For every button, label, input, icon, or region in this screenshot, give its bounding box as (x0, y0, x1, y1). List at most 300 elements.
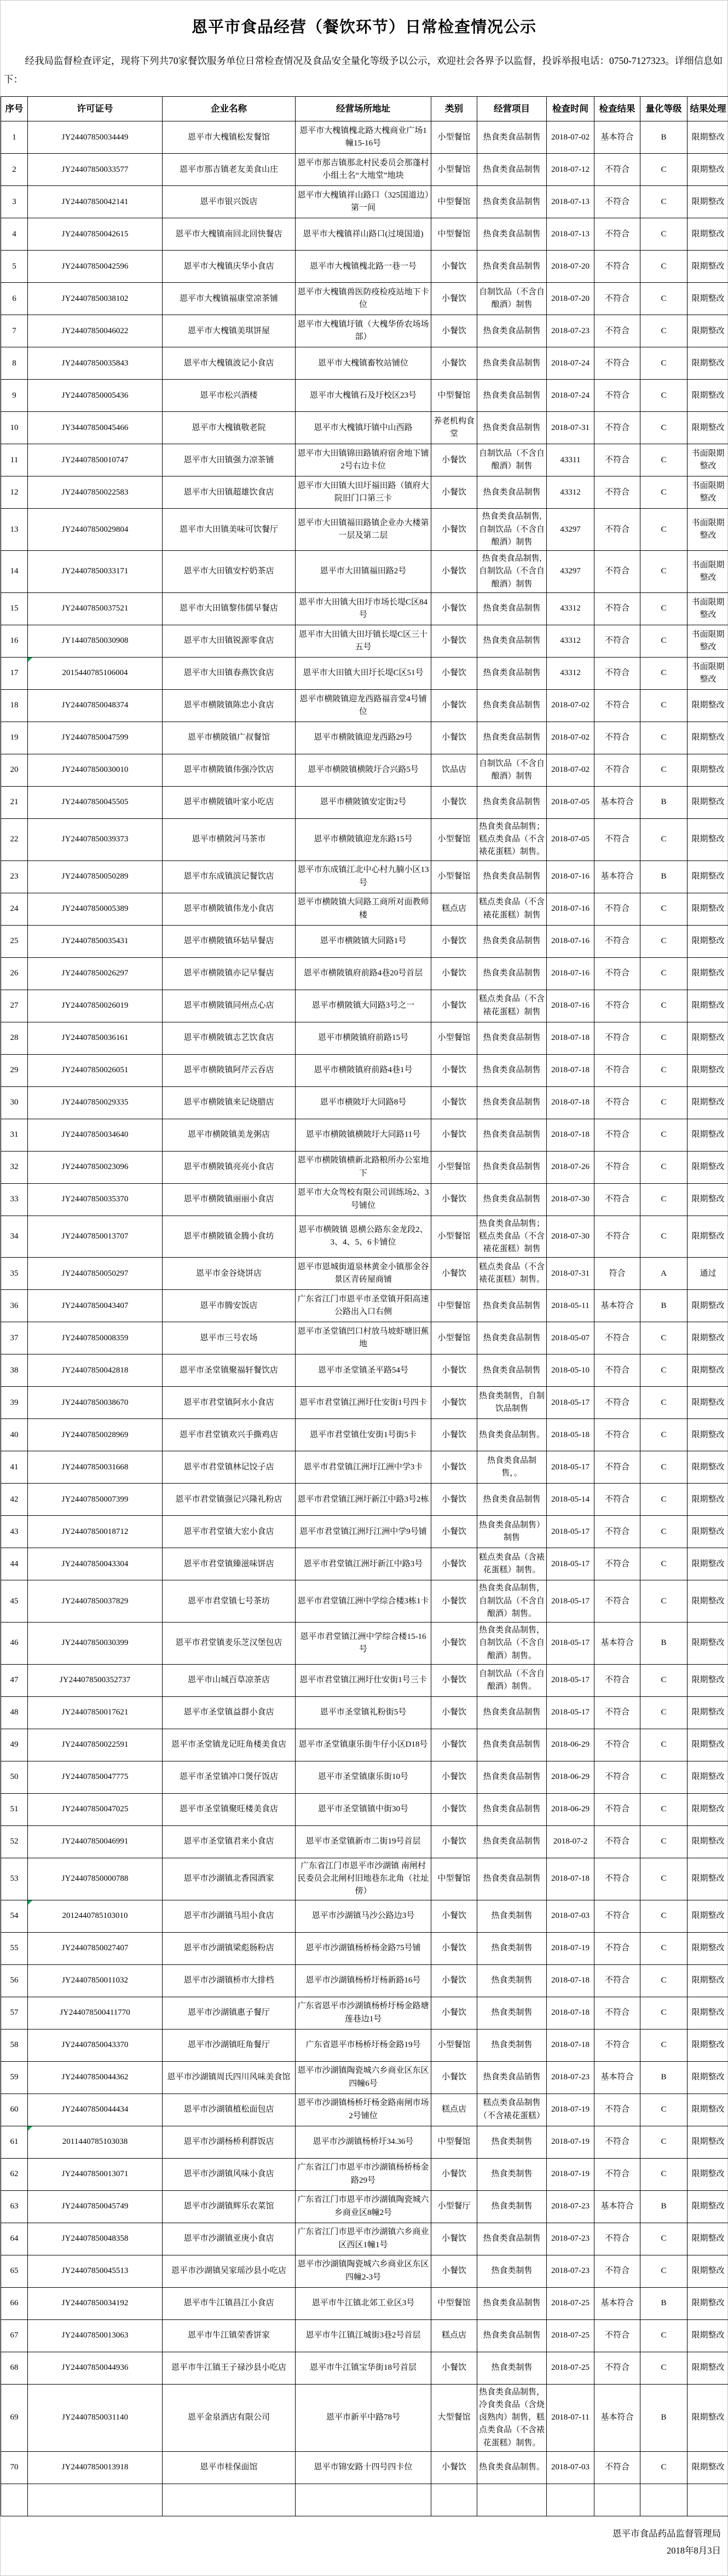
cell-no: 45 (1, 1580, 28, 1623)
cell-items: 热食类食品制售 (477, 1290, 547, 1322)
cell-action: 限期整改 (687, 1900, 728, 1932)
cell-no: 9 (1, 380, 28, 412)
cell-license: JY24407850034449 (28, 121, 163, 154)
cell-category: 小餐饮 (431, 1580, 477, 1623)
cell-address: 恩平市横陂镇大同路工商所对面教师楼 (296, 893, 431, 925)
table-row (1, 2451, 728, 2484)
cell-result: 不符合 (594, 1932, 640, 1964)
cell-category: 小餐饮 (431, 2352, 477, 2384)
cell-grade: C (640, 722, 687, 754)
cell-grade: C (640, 1054, 687, 1086)
cell-date: 2018-07-18 (547, 1119, 594, 1151)
cell-license: JY24407850007399 (28, 1484, 163, 1516)
cell-items: 热食类食品制售,自制饮品（不含自酿酒）制售 (477, 509, 547, 551)
table-row (1, 1696, 728, 1729)
cell-date: 2018-07-30 (547, 1216, 594, 1258)
cell-action: 限期整改 (687, 2158, 728, 2190)
cell-items: 热食类食品制售 (477, 1729, 547, 1761)
cell-action: 限期整改 (687, 1664, 728, 1696)
cell-date: 2018-07-23 (547, 2190, 594, 2223)
cell-name: 恩平市大槐镇庆华小食店 (163, 251, 296, 283)
cell-category: 小型餐馆 (431, 1216, 477, 1258)
cell-result: 不符合 (594, 1387, 640, 1419)
cell-grade: C (640, 154, 687, 186)
cell-name: 恩平市大槐镇松发餐馆 (163, 121, 296, 154)
table-row (1, 689, 728, 722)
cell-no: 54 (1, 1900, 28, 1932)
cell-no: 46 (1, 1623, 28, 1665)
cell-items: 热食类食品制售 (477, 218, 547, 251)
cell-date: 2018-05-17 (547, 1516, 594, 1548)
cell-items: 热食类食品制售 (477, 315, 547, 347)
cell-name: 恩平市横陂镇亮亮小食店 (163, 1151, 296, 1183)
cell-no: 24 (1, 893, 28, 925)
cell-items: 热食类食品制售 (477, 1825, 547, 1858)
table-row (1, 1354, 728, 1387)
cell-address: 恩平市横陂镇 恩横公路东金龙段2、3、4、5、6卡铺位 (296, 1216, 431, 1258)
cell-address: 广东省江门市恩平市沙湖镇杨桥杨金路29号 (296, 2158, 431, 2190)
cell-no: 23 (1, 860, 28, 893)
cell-date: 2018-07-31 (547, 1258, 594, 1290)
table-row (1, 315, 728, 347)
cell-license: JY24407850010747 (28, 444, 163, 476)
cell-result: 不符合 (594, 315, 640, 347)
cell-grade: C (640, 283, 687, 315)
cell-category: 小餐饮 (431, 1932, 477, 1964)
cell-no: 33 (1, 1183, 28, 1216)
cell-grade: C (640, 2126, 687, 2158)
cell-address: 恩平市沙湖镇杨桥圩杨金路南闸市场2号铺位 (296, 2094, 431, 2126)
cell-action: 限期整改 (687, 1119, 728, 1151)
cell-result: 不符合 (594, 2029, 640, 2061)
cell-action: 书面限期整改 (687, 592, 728, 625)
cell-no: 38 (1, 1354, 28, 1387)
cell-date: 2018-07-23 (547, 315, 594, 347)
cell-address: 恩平市锦安路十四号四卡位 (296, 2451, 431, 2484)
cell-action: 通过 (687, 1258, 728, 1290)
table-row (1, 2029, 728, 2061)
cell-category: 小餐饮 (431, 1119, 477, 1151)
cell-action: 限期整改 (687, 1419, 728, 1451)
cell-items: 热食类食品制售，自制饮品（不含自酿酒）制售。 (477, 1623, 547, 1665)
cell-license: JY24407850005389 (28, 893, 163, 925)
cell-address: 恩平市大槐镇槐北路大槐商业广场1幢15-16号 (296, 121, 431, 154)
cell-no: 25 (1, 925, 28, 957)
cell-date: 2018-07-19 (547, 2094, 594, 2126)
cell-action: 限期整改 (687, 186, 728, 218)
cell-no: 55 (1, 1932, 28, 1964)
cell-grade: C (640, 2094, 687, 2126)
cell-result: 不符合 (594, 1900, 640, 1932)
cell-address: 恩平市君堂镇江洲中学综合楼3栋1卡 (296, 1580, 431, 1623)
cell-result: 不符合 (594, 1964, 640, 1997)
cell-date: 2018-07-03 (547, 2451, 594, 2484)
cell-action: 限期整改 (687, 925, 728, 957)
cell-items: 热食类制售 (477, 1964, 547, 1997)
cell-license: JY24407850043304 (28, 1548, 163, 1580)
table-row (1, 957, 728, 990)
cell-grade: C (640, 1825, 687, 1858)
cell-action: 限期整改 (687, 1548, 728, 1580)
cell-no: 40 (1, 1419, 28, 1451)
cell-no: 11 (1, 444, 28, 476)
cell-address: 恩平市沙湖镇马沙公路边3号 (296, 1900, 431, 1932)
cell-items: 热食类食品制售 (477, 186, 547, 218)
cell-date: 2018-06-29 (547, 1729, 594, 1761)
cell-date: 2018-07-18 (547, 1086, 594, 1119)
cell-action: 限期整改 (687, 251, 728, 283)
cell-grade: C (640, 657, 687, 689)
cell-date: 2018-07-24 (547, 380, 594, 412)
cell-name: 恩平市金谷烧饼店 (163, 1258, 296, 1290)
cell-items: 热食类食品制售。 (477, 1419, 547, 1451)
cell-items: 糕点类食品（不含裱花蛋糕）制售 (477, 990, 547, 1022)
cell-action: 限期整改 (687, 412, 728, 444)
cell-result: 不符合 (594, 412, 640, 444)
cell-date: 43297 (547, 509, 594, 551)
cell-action: 限期整改 (687, 1484, 728, 1516)
cell-no: 47 (1, 1664, 28, 1696)
cell-address: 恩平市牛江镇江城街3巷2号首层 (296, 2319, 431, 2352)
cell-address: 恩平市大田镇大田圩市场长堤C区84号 (296, 592, 431, 625)
cell-address: 恩平市大槐镇石及圩校区23号 (296, 380, 431, 412)
cell-items: 热食类制售 (477, 2029, 547, 2061)
cell-result: 不符合 (594, 957, 640, 990)
cell-date: 2018-07-25 (547, 2352, 594, 2384)
cell-grade: C (640, 925, 687, 957)
cell-address: 恩平市恩城街道泉林黄金小镇那金谷景区青砖屋商铺 (296, 1258, 431, 1290)
cell-action: 限期整改 (687, 1729, 728, 1761)
cell-license: JY24407850046022 (28, 315, 163, 347)
cell-name: 恩平市圣堂镇聚福轩餐饮店 (163, 1354, 296, 1387)
footer-agency: 恩平市食品药品监督管理局 (7, 2525, 721, 2542)
cell-name: 恩平市横陂镇金腾小食坊 (163, 1216, 296, 1258)
cell-action: 书面限期整改 (687, 551, 728, 593)
cell-name: 恩平市牛江镇荣香饼家 (163, 2319, 296, 2352)
cell-action: 限期整改 (687, 2352, 728, 2384)
cell-license: JY24407850047599 (28, 722, 163, 754)
cell-date: 2018-07-13 (547, 186, 594, 218)
cell-name: 恩平市沙湖镇北香园酒家 (163, 1858, 296, 1900)
cell-grade: C (640, 1022, 687, 1054)
cell-name: 恩平市君堂镇七号茶坊 (163, 1580, 296, 1623)
table-row (1, 2190, 728, 2223)
table-row (1, 2384, 728, 2451)
cell-name: 恩平市沙湖镇梁彪肠粉店 (163, 1932, 296, 1964)
cell-no: 58 (1, 2029, 28, 2061)
cell-action: 限期整改 (687, 818, 728, 860)
cell-no: 1 (1, 121, 28, 154)
cell-address: 恩平市沙湖镇陶瓷城六乡商业区东区四幢2-3号 (296, 2255, 431, 2287)
cell-grade: C (640, 1932, 687, 1964)
table-row (1, 2158, 728, 2190)
cell-address: 恩平市大田镇福田路镇企业办大楼第一层及第二层 (296, 509, 431, 551)
cell-grade: C (640, 1548, 687, 1580)
cell-address: 恩平市圣堂镇新市二街19号首层 (296, 1825, 431, 1858)
cell-address: 广东省恩平市杨桥圩杨金路19号 (296, 2029, 431, 2061)
cell-items: 糕点类食品（含裱花蛋糕）制售。 (477, 1548, 547, 1580)
cell-name: 恩平市横陂镇丽丽小食店 (163, 1183, 296, 1216)
cell-license: JY24407850027407 (28, 1932, 163, 1964)
cell-grade: C (640, 509, 687, 551)
cell-address: 恩平市君堂镇江洲圩江洲中学3卡 (296, 1451, 431, 1484)
cell-address: 恩平市君堂镇江洲圩江洲中学9号铺 (296, 1516, 431, 1548)
cell-address: 恩平市圣堂镇凹口村放马坡虾塘旧蕉地 (296, 1322, 431, 1354)
cell-action: 限期整改 (687, 1354, 728, 1387)
cell-license: JY244078500352737 (28, 1664, 163, 1696)
cell-result: 不符合 (594, 251, 640, 283)
cell-action: 限期整改 (687, 380, 728, 412)
cell-date: 2018-07-13 (547, 218, 594, 251)
cell-license: JY24407850030010 (28, 754, 163, 786)
cell-date: 2018-07-20 (547, 283, 594, 315)
cell-date: 2018-05-11 (547, 1290, 594, 1322)
cell-date: 2018-07-26 (547, 1151, 594, 1183)
cell-result: 不符合 (594, 1322, 640, 1354)
cell-date: 2018-07-11 (547, 2384, 594, 2451)
cell-date: 2018-07-05 (547, 786, 594, 818)
cell-address: 恩平市沙湖镇杨桥圩杨新路16号 (296, 1964, 431, 1997)
cell-no: 51 (1, 1793, 28, 1825)
cell-license: JY24407850035431 (28, 925, 163, 957)
cell-result: 不符合 (594, 186, 640, 218)
cell-license: JY24407850022591 (28, 1729, 163, 1761)
cell-address: 恩平市横陂镇安定街2号 (296, 786, 431, 818)
cell-result: 不符合 (594, 592, 640, 625)
cell-action: 限期整改 (687, 1387, 728, 1419)
cell-license: JY24407850042615 (28, 218, 163, 251)
cell-date: 2018-07-02 (547, 689, 594, 722)
cell-category: 小型餐厅 (431, 2190, 477, 2223)
cell-grade: C (640, 990, 687, 1022)
cell-items: 热食类制售 (477, 2158, 547, 2190)
cell-license: JY24407850050297 (28, 1258, 163, 1290)
cell-no: 3 (1, 186, 28, 218)
cell-result: 不符合 (594, 1086, 640, 1119)
cell-no: 48 (1, 1696, 28, 1729)
cell-items: 热食类食品制售。 (477, 2451, 547, 2484)
cell-result: 不符合 (594, 1054, 640, 1086)
cell-no: 41 (1, 1451, 28, 1484)
cell-no: 35 (1, 1258, 28, 1290)
cell-name: 恩平市大槐镇南回北回快餐店 (163, 218, 296, 251)
cell-grade: B (640, 2287, 687, 2319)
cell-address: 恩平市君堂镇江洲圩新江中路3号2栋 (296, 1484, 431, 1516)
table-row (1, 818, 728, 860)
cell-name: 恩平市大槐镇福康堂凉茶铺 (163, 283, 296, 315)
cell-category: 小型餐馆 (431, 860, 477, 893)
cell-date: 2018-07-25 (547, 2319, 594, 2352)
cell-result: 不符合 (594, 509, 640, 551)
cell-license: JY24407850031668 (28, 1451, 163, 1484)
cell-items: 热食类制售 (477, 2126, 547, 2158)
cell-grade: C (640, 1354, 687, 1387)
cell-no: 44 (1, 1548, 28, 1580)
cell-category: 中型餐馆 (431, 186, 477, 218)
cell-result: 不符合 (594, 347, 640, 380)
empty-cell (28, 2484, 163, 2516)
cell-action: 限期整改 (687, 1022, 728, 1054)
cell-date: 2018-07-31 (547, 412, 594, 444)
cell-name: 恩平市君堂镇阿水小食店 (163, 1387, 296, 1419)
cell-no: 62 (1, 2158, 28, 2190)
cell-items: 热食类食品制售，自制饮品（不含自酿酒）制售。 (477, 1580, 547, 1623)
column-header: 许可证号 (28, 97, 163, 121)
cell-grade: C (640, 1086, 687, 1119)
cell-grade: C (640, 1322, 687, 1354)
cell-license: JY24407850035370 (28, 1183, 163, 1216)
cell-no: 56 (1, 1964, 28, 1997)
cell-no: 34 (1, 1216, 28, 1258)
cell-action: 限期整改 (687, 1216, 728, 1258)
cell-name: 恩平市君堂镇臻滋味饼店 (163, 1548, 296, 1580)
cell-address: 恩平市大田镇大田圩镇长堤C区三十五号 (296, 625, 431, 657)
cell-name: 恩平市沙湖镇马坦小食店 (163, 1900, 296, 1932)
cell-grade: C (640, 1419, 687, 1451)
table-row (1, 1623, 728, 1665)
cell-items: 热食类食品制售 (477, 347, 547, 380)
cell-name: 恩平市横陂镇来记烧腊店 (163, 1086, 296, 1119)
cell-items: 热食类食品制售 (477, 2319, 547, 2352)
cell-items: 自制饮品（不含自酿酒）制售 (477, 754, 547, 786)
empty-cell (431, 2484, 477, 2516)
cell-no: 22 (1, 818, 28, 860)
cell-items: 热食类制售 (477, 1900, 547, 1932)
cell-category: 小餐饮 (431, 722, 477, 754)
cell-no: 49 (1, 1729, 28, 1761)
cell-grade: C (640, 1516, 687, 1548)
cell-no: 68 (1, 2352, 28, 2384)
cell-name: 恩平市松兴酒楼 (163, 380, 296, 412)
cell-items: 热食类食品制售 (477, 1086, 547, 1119)
cell-items: 热食类制售 (477, 1932, 547, 1964)
cell-address: 恩平市那吉镇那北村民委员会那蓬村小组土名“大地堂”地块 (296, 154, 431, 186)
cell-category: 小餐饮 (431, 1086, 477, 1119)
cell-name: 恩平市沙湖镇亚庚小食店 (163, 2223, 296, 2255)
cell-date: 2018-07-18 (547, 1022, 594, 1054)
column-header: 经营场所地址 (296, 97, 431, 121)
cell-category: 小餐饮 (431, 1054, 477, 1086)
cell-date: 2018-07-16 (547, 925, 594, 957)
column-header: 检查时间 (547, 97, 594, 121)
cell-name: 恩平市沙湖镇风味小食店 (163, 2158, 296, 2190)
cell-license: JY24407850035843 (28, 347, 163, 380)
cell-result: 基本符合 (594, 2190, 640, 2223)
cell-license: JY24407850045749 (28, 2190, 163, 2223)
table-row (1, 1900, 728, 1932)
cell-action: 限期整改 (687, 1696, 728, 1729)
cell-category: 小餐饮 (431, 315, 477, 347)
cell-category: 小餐饮 (431, 1793, 477, 1825)
cell-license: JY24407850034640 (28, 1119, 163, 1151)
cell-items: 糕点类食品（不含裱花蛋糕）制售。 (477, 1258, 547, 1290)
cell-action: 限期整改 (687, 1054, 728, 1086)
table-row (1, 186, 728, 218)
cell-name: 恩平市圣堂镇聚旺楼美食店 (163, 1793, 296, 1825)
cell-date: 2018-07-02 (547, 754, 594, 786)
cell-result: 不符合 (594, 1825, 640, 1858)
cell-action: 限期整改 (687, 347, 728, 380)
table-row (1, 893, 728, 925)
cell-name: 恩平市横陂镇美龙粥店 (163, 1119, 296, 1151)
column-header: 量化等级 (640, 97, 687, 121)
cell-name: 恩平市大田镇锐源零食店 (163, 625, 296, 657)
cell-result: 基本符合 (594, 2384, 640, 2451)
cell-address: 恩平市横陂镇府前路15号 (296, 1022, 431, 1054)
cell-action: 限期整改 (687, 2319, 728, 2352)
cell-no: 10 (1, 412, 28, 444)
cell-items: 热食类食品制售,自制饮品（不含自酿酒）制售 (477, 551, 547, 593)
cell-result: 不符合 (594, 1548, 640, 1580)
table-row (1, 1858, 728, 1900)
cell-no: 43 (1, 1516, 28, 1548)
cell-address: 恩平市圣堂镇康乐街牛仔小区D18号 (296, 1729, 431, 1761)
column-header: 类别 (431, 97, 477, 121)
cell-no: 14 (1, 551, 28, 593)
cell-name: 恩平市大槐镇波记小食店 (163, 347, 296, 380)
cell-no: 28 (1, 1022, 28, 1054)
table-row (1, 1119, 728, 1151)
table-row (1, 1825, 728, 1858)
cell-no: 19 (1, 722, 28, 754)
cell-category: 糕点店 (431, 893, 477, 925)
cell-action: 限期整改 (687, 1825, 728, 1858)
cell-date: 2018-07-20 (547, 251, 594, 283)
cell-name: 恩平市大田镇超雄饮食店 (163, 476, 296, 509)
cell-action: 限期整改 (687, 893, 728, 925)
inspection-table-body (1, 121, 728, 2516)
cell-result: 不符合 (594, 2223, 640, 2255)
cell-category: 小餐饮 (431, 1664, 477, 1696)
cell-address: 恩平市沙湖镇杨桥杨金路75号铺 (296, 1932, 431, 1964)
cell-no: 69 (1, 2384, 28, 2451)
cell-name: 恩平市圣堂镇益群小食店 (163, 1696, 296, 1729)
cell-result: 基本符合 (594, 2287, 640, 2319)
empty-cell (640, 2484, 687, 2516)
cell-items: 热食类食品制售 (477, 1793, 547, 1825)
cell-no: 20 (1, 754, 28, 786)
cell-address: 恩平市君堂镇江洲圩仕安街1号三卡 (296, 1664, 431, 1696)
cell-result: 不符合 (594, 1419, 640, 1451)
table-row (1, 2287, 728, 2319)
cell-date: 2018-07-18 (547, 1054, 594, 1086)
cell-date: 2018-05-17 (547, 1696, 594, 1729)
cell-category: 小餐饮 (431, 1387, 477, 1419)
cell-category: 小餐饮 (431, 1258, 477, 1290)
table-row (1, 786, 728, 818)
cell-category: 糕点店 (431, 2319, 477, 2352)
cell-action: 限期整改 (687, 1761, 728, 1793)
cell-no: 27 (1, 990, 28, 1022)
cell-license: JY24407850042596 (28, 251, 163, 283)
cell-no: 16 (1, 625, 28, 657)
cell-name: 恩平市横陂镇伟强冷饮店 (163, 754, 296, 786)
table-row (1, 1151, 728, 1183)
cell-no: 57 (1, 1997, 28, 2029)
column-header: 企业名称 (163, 97, 296, 121)
cell-name: 恩平市君堂镇欢兴手撕鸡店 (163, 1419, 296, 1451)
cell-name: 恩平市沙湖杨桥利群饭店 (163, 2126, 296, 2158)
cell-grade: C (640, 1900, 687, 1932)
cell-category: 饮品店 (431, 754, 477, 786)
table-row (1, 1322, 728, 1354)
cell-grade: C (640, 2029, 687, 2061)
inspection-table-header-row (1, 97, 728, 121)
cell-result: 不符合 (594, 1516, 640, 1548)
cell-action: 限期整改 (687, 1623, 728, 1665)
table-row (1, 754, 728, 786)
cell-no: 21 (1, 786, 28, 818)
